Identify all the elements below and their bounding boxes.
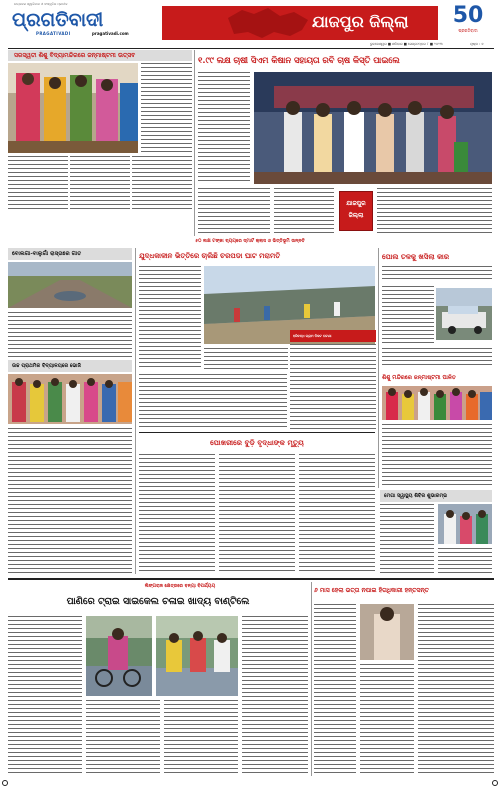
registration-mark-icon xyxy=(2,780,8,786)
logo-roman: PRAGATIVADI xyxy=(36,31,71,36)
col-divider-3 xyxy=(378,248,379,488)
road-headline-box: ବୋଲଗା-ବାଲୁଗାଁ ରାସ୍ତାରେ ଗାତ xyxy=(8,248,132,260)
bottom-right-body-col1 xyxy=(314,604,356,776)
health-camp-body-col1 xyxy=(380,504,434,574)
old-woman-body-col2 xyxy=(219,454,295,574)
river-body-col1 xyxy=(139,266,201,370)
bottom-right-photo xyxy=(360,604,414,660)
banner-strip: ୫୦ ଲକ୍ଷ ଟଙ୍କା ବ୍ୟୟରେ ସ୍ମାର୍ଟ କ୍ଲାସ ଓ ଭିତ୍ତିଭୂମି ଉନ୍ନତି xyxy=(195,239,305,244)
car-headline: ପୋଲ ତଳକୁ ଖସିଲା କାର xyxy=(382,253,450,261)
health-camp-photo xyxy=(438,504,492,544)
saraswati-body-col3 xyxy=(132,156,192,212)
school-ceremony-headline: ଉଚ୍ଚ ପ୍ରାଥମିକ ବିଦ୍ୟାଳୟରେ ଭୋଜି xyxy=(8,360,132,372)
bottom-body-col4 xyxy=(242,616,308,776)
lead-photo xyxy=(254,72,492,184)
river-body-col3 xyxy=(139,374,287,430)
children-photo xyxy=(382,386,492,420)
lead-body-col2 xyxy=(198,188,270,234)
lead-body-col3 xyxy=(274,188,334,234)
saraswati-photo xyxy=(8,63,138,153)
health-camp-body-col2 xyxy=(438,548,492,574)
old-woman-body-col1 xyxy=(139,454,215,574)
boxed-story-body xyxy=(290,344,376,430)
website[interactable]: pragativadi.com xyxy=(92,31,129,36)
newspaper-logo[interactable] xyxy=(12,9,160,31)
logo-text: ପ୍ରଗତିବାଦୀ xyxy=(12,9,104,31)
health-camp-headline: ମେଗା ସ୍ୱାସ୍ଥ୍ୟ ଶିବିର ଶୁଭାରମ୍ଭ xyxy=(380,490,492,502)
bottom-body-col2 xyxy=(86,700,160,776)
lead-body-col1 xyxy=(198,72,250,184)
river-headline: ଯୁଦ୍ଧକାଳୀନ ଭିତ୍ତିରେ ଚାଲିଛି ଚରପଡା ଘାଟ ମରାମତି xyxy=(139,252,281,260)
masthead-tagline: ଉତ୍କଳର ସ୍ୱାଭିମାନ ଓ ସଂସ୍କୃତିର ପ୍ରତୀକ xyxy=(14,2,68,6)
car-photo xyxy=(436,288,492,340)
tricycle-photo-2 xyxy=(156,616,238,696)
old-woman-body-col3 xyxy=(299,454,375,574)
road-body xyxy=(8,312,132,358)
old-woman-headline: ପୋଖରୀରେ ବୁଡ଼ି ବୃଦ୍ଧାଙ୍କ ମୃତ୍ୟୁ xyxy=(210,438,304,447)
saraswati-headline: ସରସ୍ୱତୀ ଶିଶୁ ବିଦ୍ୟାମନ୍ଦିରରେ ଜନ୍ମାଷ୍ଟମୀ ଉତ୍ସବ xyxy=(8,50,192,61)
road-photo xyxy=(8,262,132,308)
river-body-col2 xyxy=(204,348,288,370)
jajpur-logo-box: ଯାଜପୁର ଜିଲ୍ଲା xyxy=(339,191,373,231)
section-title: ଯାଜପୁର ଜିଲ୍ଲା xyxy=(312,12,409,31)
registration-mark-icon xyxy=(492,780,498,786)
bottom-right-headline: ୬ ମାସ ହେଲା ଭତ୍ତା ନପାଇ ହିତାଧିକାରୀ ହନ୍ତସନ୍ତ xyxy=(314,587,429,594)
bottom-main-headline: ପାଣିରେ ଟ୍ରାଇ ସାଇକେଲ ଚଳାଇ ଖାଦ୍ୟ ବାଣ୍ଟିଲେ xyxy=(66,596,250,607)
page-label: ପୃଷ୍ଠା : ୭ xyxy=(470,42,484,46)
anniversary-badge xyxy=(444,4,492,38)
anniversary-caption: ପ୍ରଗତିବାଦୀ xyxy=(458,28,478,33)
district-map-icon xyxy=(224,6,314,40)
anniversary-number: 50 xyxy=(452,3,484,28)
bottom-body-col3 xyxy=(164,700,238,776)
bottom-right-body-col2 xyxy=(360,664,414,776)
saraswati-body-right xyxy=(141,63,192,153)
car-body-col1 xyxy=(382,286,434,346)
masthead-rule xyxy=(8,48,494,49)
date-line: ଭୁବନେଶ୍ୱର ■ ଶନିବାର ■ ସେପ୍ଟେମ୍ବର ୮ ■ ୨୦୨୩ xyxy=(370,42,443,46)
tricycle-photo-1 xyxy=(86,616,152,696)
col-divider-2 xyxy=(135,248,136,574)
saraswati-body-col1 xyxy=(8,156,68,212)
children-body xyxy=(382,424,492,486)
section-banner xyxy=(162,6,438,40)
col-divider-bottom xyxy=(311,582,312,776)
bottom-body-col1 xyxy=(8,616,82,776)
bottom-rule xyxy=(8,578,494,580)
boxed-story-title: ହରିବନ୍ଧ ଗ୍ରାମ ନିକଟ ଘଟଣା xyxy=(290,330,376,342)
bottom-right-body-col3 xyxy=(418,604,494,776)
bottom-kicker: ଲିଙ୍ଗରାଜ କ୍ଷେତ୍ରରେ ବନ୍ୟା ବିପର୍ଯ୍ୟୟ xyxy=(144,584,216,589)
lead-headline: ୧.୯୯ ଲକ୍ଷ ଚାଷୀ ସିଏମ କିଷାନ ସହାୟତା ରବି ଚାଷ କିସ୍ତି ପାଇଲେ xyxy=(198,55,400,65)
car-body-col2 xyxy=(382,348,492,368)
lead-body-col4 xyxy=(377,188,492,234)
school-ceremony-body xyxy=(8,428,132,574)
mid-rule xyxy=(139,432,375,433)
car-body-top xyxy=(382,266,492,282)
school-ceremony-photo xyxy=(8,374,132,424)
saraswati-body-col2 xyxy=(70,156,130,212)
children-headline: ଶିଶୁ ମନ୍ଦିରରେ ଜନ୍ମାଷ୍ଟମୀ ପାଳିତ xyxy=(382,375,456,381)
col-divider xyxy=(194,50,195,236)
